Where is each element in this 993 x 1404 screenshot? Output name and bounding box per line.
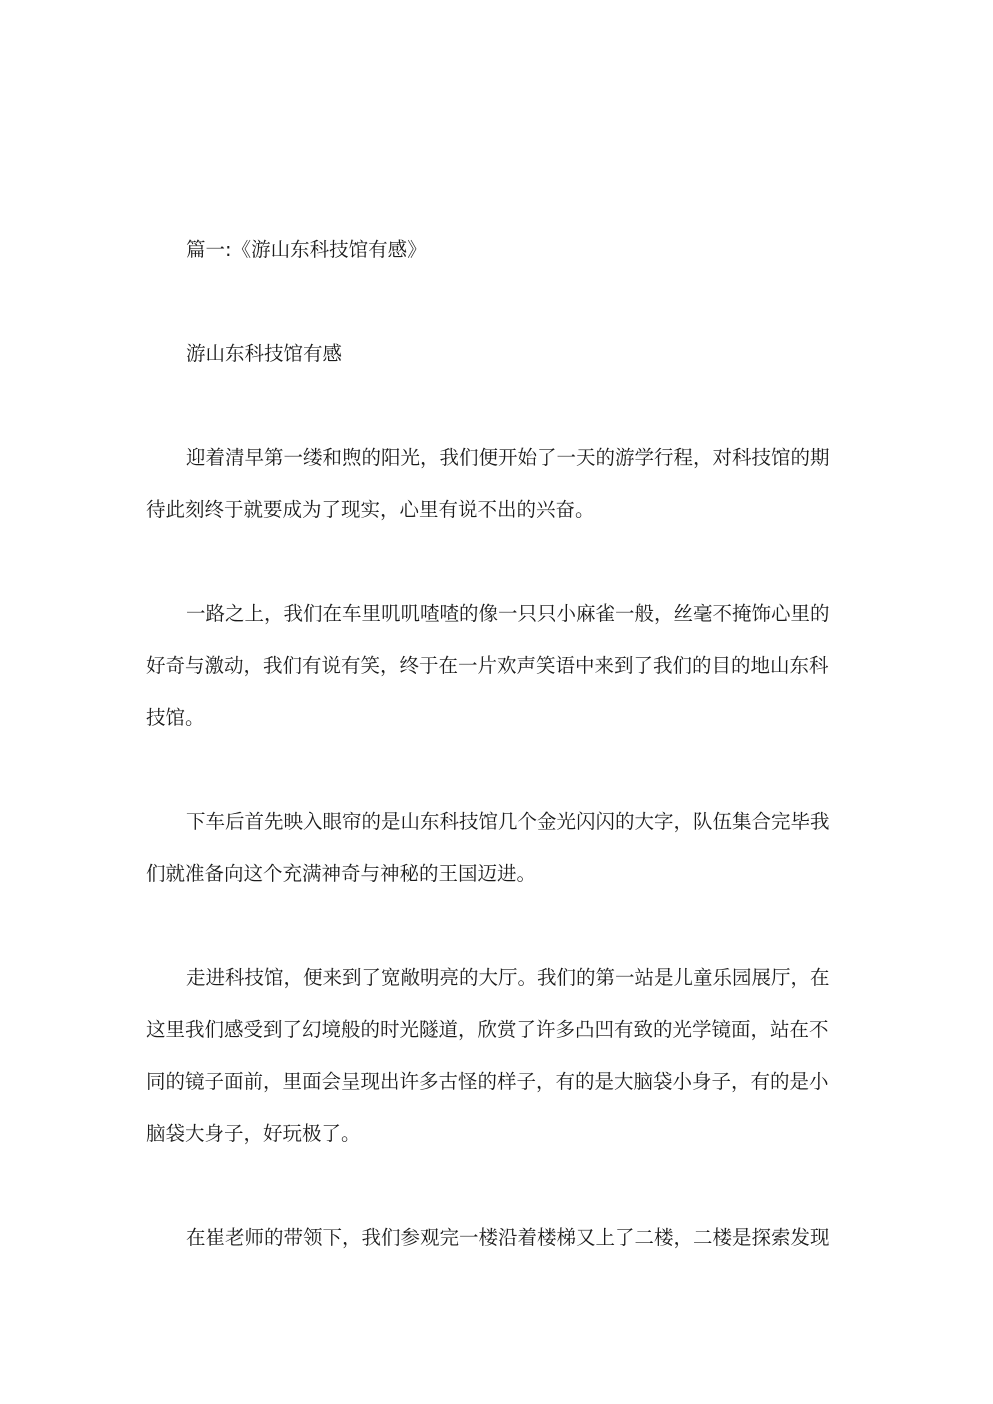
paragraph-line: 下车后首先映入眼帘的是山东科技馆几个金光闪闪的大字，队伍集合完毕我 bbox=[186, 810, 830, 833]
paragraph-line: 好奇与激动，我们有说有笑，终于在一片欢声笑语中来到了我们的目的地山东科 bbox=[146, 654, 829, 677]
paragraph-line: 迎着清早第一缕和煦的阳光，我们便开始了一天的游学行程，对科技馆的期 bbox=[186, 446, 830, 469]
paragraph-line: 在崔老师的带领下，我们参观完一楼沿着楼梯又上了二楼，二楼是探索发现 bbox=[186, 1226, 830, 1249]
paragraph-line: 同的镜子面前，里面会呈现出许多古怪的样子，有的是大脑袋小身子，有的是小 bbox=[146, 1070, 829, 1093]
paragraph-line: 技馆。 bbox=[146, 706, 205, 729]
paragraph-line: 们就准备向这个充满神奇与神秘的王国迈进。 bbox=[146, 862, 537, 885]
paragraph-line: 走进科技馆，便来到了宽敞明亮的大厅。我们的第一站是儿童乐园展厅，在 bbox=[186, 966, 830, 989]
document-title: 游山东科技馆有感 bbox=[186, 342, 343, 365]
section-heading: 篇一:《游山东科技馆有感》 bbox=[186, 238, 427, 261]
paragraph-line: 一路之上，我们在车里叽叽喳喳的像一只只小麻雀一般，丝毫不掩饰心里的 bbox=[186, 602, 830, 625]
paragraph-line: 脑袋大身子，好玩极了。 bbox=[146, 1122, 361, 1145]
paragraph-line: 这里我们感受到了幻境般的时光隧道，欣赏了许多凸凹有致的光学镜面，站在不 bbox=[146, 1018, 829, 1041]
paragraph-line: 待此刻终于就要成为了现实，心里有说不出的兴奋。 bbox=[146, 498, 595, 521]
